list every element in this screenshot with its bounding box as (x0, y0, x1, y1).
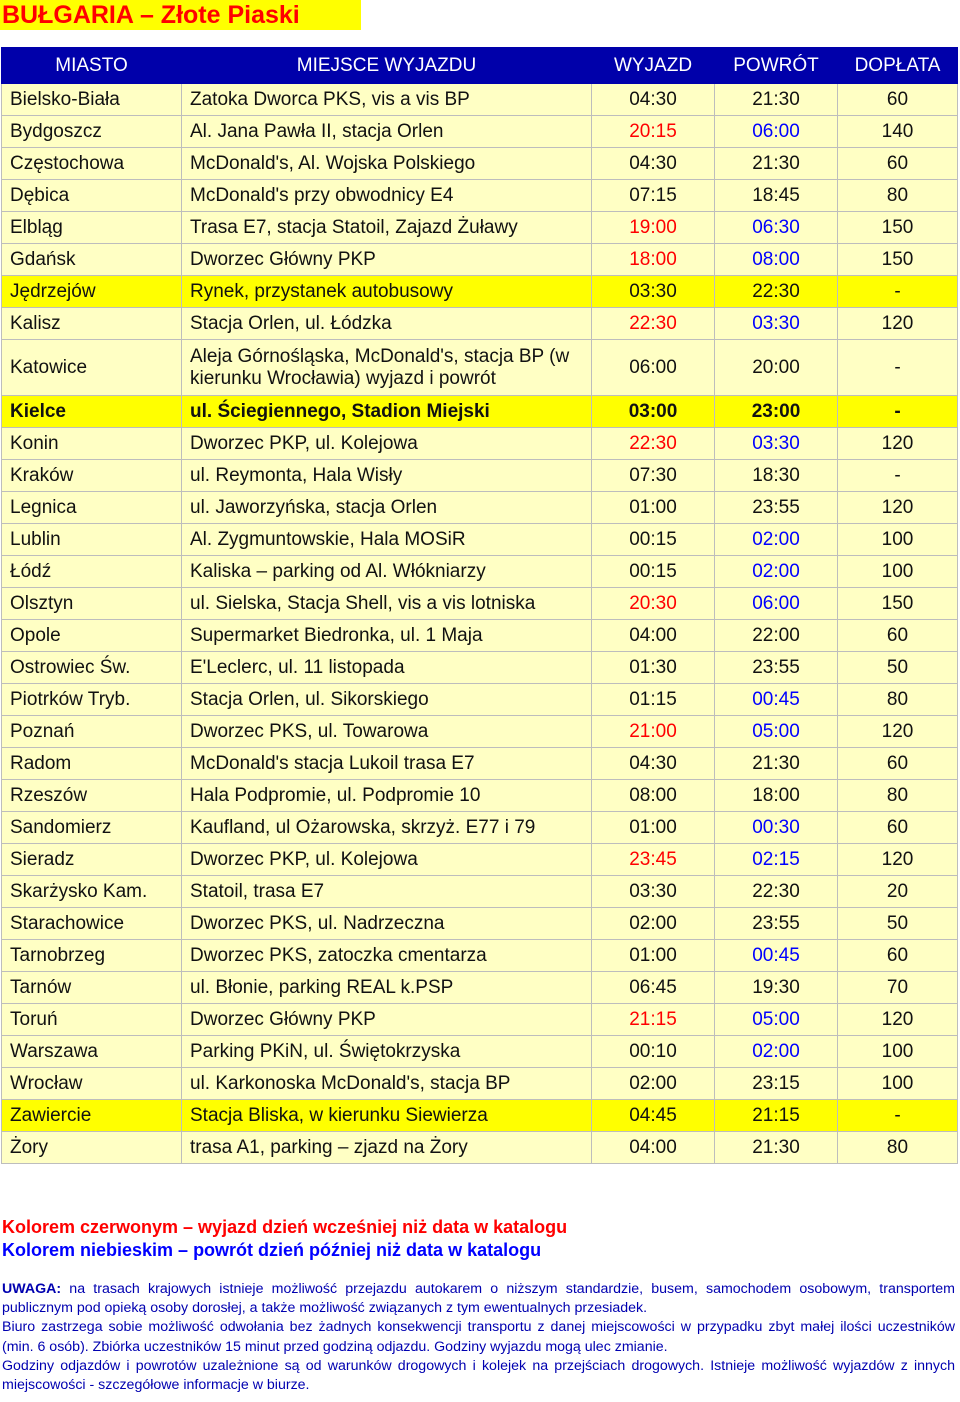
table-row (2, 1100, 958, 1132)
cell-city: Starachowice (2, 908, 182, 940)
note-cancellation: Biuro zastrzega sobie możliwość odwołania bez żadnych konsekwencji transportu z danej miejscowości w przypadku zbyt małej ilości uczestników (min. 6 osób). Zbiórka uczestników 15 minut przed godziną odjazdu. Godziny wyjazdu mogą ulec zmianie. (2, 1319, 955, 1355)
cell-surcharge: 120 (838, 492, 958, 524)
cell-departure-place: ul. Reymonta, Hala Wisły (182, 460, 592, 492)
cell-departure-place: McDonald's, Al. Wojska Polskiego (182, 148, 592, 180)
cell-return-time: 18:30 (715, 460, 838, 492)
cell-return-time: 21:15 (715, 1100, 838, 1132)
cell-departure-time: 00:15 (592, 524, 715, 556)
cell-surcharge: 100 (838, 1068, 958, 1100)
cell-departure-place: Kaufland, ul Ożarowska, skrzyż. E77 i 79 (182, 812, 592, 844)
cell-surcharge: 50 (838, 908, 958, 940)
cell-return-time: 23:55 (715, 652, 838, 684)
cell-departure-time: 21:00 (592, 716, 715, 748)
cell-city: Łódź (2, 556, 182, 588)
cell-return-time: 05:00 (715, 1004, 838, 1036)
cell-departure-place: ul. Ściegiennego, Stadion Miejski (182, 396, 592, 428)
table-row (2, 116, 958, 148)
cell-departure-place: Zatoka Dworca PKS, vis a vis BP (182, 84, 592, 116)
cell-departure-place: Stacja Bliska, w kierunku Siewierza (182, 1100, 592, 1132)
cell-city: Ostrowiec Św. (2, 652, 182, 684)
cell-departure-place: Dworzec PKP, ul. Kolejowa (182, 844, 592, 876)
table-row (2, 556, 958, 588)
cell-return-time: 18:45 (715, 180, 838, 212)
cell-departure-place: Dworzec PKS, zatoczka cmentarza (182, 940, 592, 972)
cell-city: Wrocław (2, 1068, 182, 1100)
cell-return-time: 06:30 (715, 212, 838, 244)
cell-departure-time: 04:00 (592, 1132, 715, 1164)
cell-city: Rzeszów (2, 780, 182, 812)
table-row (2, 684, 958, 716)
cell-city: Skarżysko Kam. (2, 876, 182, 908)
color-legend (2, 1216, 567, 1262)
cell-return-time: 22:00 (715, 620, 838, 652)
cell-surcharge: - (838, 460, 958, 492)
table-row (2, 876, 958, 908)
cell-return-time: 21:30 (715, 148, 838, 180)
cell-departure-place: ul. Sielska, Stacja Shell, vis a vis lotniska (182, 588, 592, 620)
table-header-row (2, 48, 958, 84)
cell-departure-time: 04:00 (592, 620, 715, 652)
table-body (2, 84, 958, 1164)
table-row (2, 460, 958, 492)
cell-departure-time: 02:00 (592, 908, 715, 940)
cell-return-time: 00:45 (715, 684, 838, 716)
cell-return-time: 02:00 (715, 556, 838, 588)
note-timing: Godziny odjazdów i powrotów uzależnione są od warunków drogowych i kolejek na przejściach drogowych. Istnieje możliwość wyjazdów z innych miejscowości - szczegółowe informacje w biurze. (2, 1357, 955, 1394)
cell-departure-time: 06:45 (592, 972, 715, 1004)
cell-return-time: 23:55 (715, 908, 838, 940)
cell-city: Toruń (2, 1004, 182, 1036)
cell-departure-time: 01:15 (592, 684, 715, 716)
table-row (2, 276, 958, 308)
header-return-time: POWRÓT (715, 48, 838, 84)
cell-departure-place: ul. Karkonoska McDonald's, stacja BP (182, 1068, 592, 1100)
cell-departure-time: 20:15 (592, 116, 715, 148)
cell-departure-place: Trasa E7, stacja Statoil, Zajazd Żuławy (182, 212, 592, 244)
table-row (2, 1036, 958, 1068)
cell-surcharge: 60 (838, 620, 958, 652)
cell-surcharge: 60 (838, 748, 958, 780)
cell-departure-time: 22:30 (592, 428, 715, 460)
cell-return-time: 22:30 (715, 876, 838, 908)
table-row (2, 812, 958, 844)
cell-surcharge: 80 (838, 780, 958, 812)
cell-return-time: 23:00 (715, 396, 838, 428)
note-warning (2, 1280, 955, 1318)
cell-departure-place: Dworzec PKS, ul. Nadrzeczna (182, 908, 592, 940)
table-row (2, 716, 958, 748)
cell-departure-time: 20:30 (592, 588, 715, 620)
cell-departure-place: Dworzec PKS, ul. Towarowa (182, 716, 592, 748)
cell-city: Sieradz (2, 844, 182, 876)
cell-city: Opole (2, 620, 182, 652)
cell-surcharge: 120 (838, 308, 958, 340)
cell-departure-place: ul. Jaworzyńska, stacja Orlen (182, 492, 592, 524)
cell-surcharge: 80 (838, 684, 958, 716)
cell-city: Kraków (2, 460, 182, 492)
header-surcharge: DOPŁATA (838, 48, 958, 84)
cell-return-time: 05:00 (715, 716, 838, 748)
cell-city: Gdańsk (2, 244, 182, 276)
cell-departure-time: 07:30 (592, 460, 715, 492)
table-row (2, 180, 958, 212)
cell-return-time: 06:00 (715, 116, 838, 148)
cell-departure-time: 21:15 (592, 1004, 715, 1036)
cell-return-time: 00:30 (715, 812, 838, 844)
legend-blue: Kolorem niebieskim – powrót dzień później niż data w katalogu (2, 1240, 542, 1260)
cell-departure-place: Aleja Górnośląska, McDonald's, stacja BP (w kierunku Wrocławia) wyjazd i powrót (182, 340, 592, 396)
table-row (2, 620, 958, 652)
table-row (2, 212, 958, 244)
table-row (2, 524, 958, 556)
cell-departure-time: 00:15 (592, 556, 715, 588)
cell-surcharge: 80 (838, 1132, 958, 1164)
cell-city: Bielsko-Biała (2, 84, 182, 116)
cell-departure-time: 00:10 (592, 1036, 715, 1068)
cell-surcharge: - (838, 276, 958, 308)
cell-departure-time: 01:00 (592, 940, 715, 972)
table-row (2, 972, 958, 1004)
cell-surcharge: 120 (838, 1004, 958, 1036)
cell-departure-time: 18:00 (592, 244, 715, 276)
cell-city: Piotrków Tryb. (2, 684, 182, 716)
cell-surcharge: 60 (838, 812, 958, 844)
cell-surcharge: 120 (838, 428, 958, 460)
cell-departure-time: 06:00 (592, 340, 715, 396)
cell-city: Radom (2, 748, 182, 780)
cell-return-time: 21:30 (715, 84, 838, 116)
cell-city: Dębica (2, 180, 182, 212)
cell-departure-time: 22:30 (592, 308, 715, 340)
cell-departure-place: E'Leclerc, ul. 11 listopada (182, 652, 592, 684)
cell-departure-time: 23:45 (592, 844, 715, 876)
cell-return-time: 22:30 (715, 276, 838, 308)
table-row (2, 1068, 958, 1100)
cell-return-time: 21:30 (715, 748, 838, 780)
cell-city: Sandomierz (2, 812, 182, 844)
table-row (2, 428, 958, 460)
cell-city: Jędrzejów (2, 276, 182, 308)
header-departure-place: MIEJSCE WYJAZDU (182, 48, 592, 84)
cell-return-time: 23:55 (715, 492, 838, 524)
cell-surcharge: 120 (838, 844, 958, 876)
cell-departure-time: 04:30 (592, 148, 715, 180)
cell-departure-time: 04:30 (592, 748, 715, 780)
cell-return-time: 03:30 (715, 308, 838, 340)
cell-city: Warszawa (2, 1036, 182, 1068)
cell-departure-place: Al. Jana Pawła II, stacja Orlen (182, 116, 592, 148)
cell-surcharge: - (838, 1100, 958, 1132)
table-row (2, 340, 958, 396)
cell-departure-time: 04:30 (592, 84, 715, 116)
cell-surcharge: 50 (838, 652, 958, 684)
cell-departure-place: Kaliska – parking od Al. Włókniarzy (182, 556, 592, 588)
cell-departure-place: Supermarket Biedronka, ul. 1 Maja (182, 620, 592, 652)
cell-city: Tarnów (2, 972, 182, 1004)
cell-surcharge: - (838, 340, 958, 396)
table-row (2, 940, 958, 972)
cell-departure-place: Dworzec Główny PKP (182, 244, 592, 276)
cell-departure-place: Rynek, przystanek autobusowy (182, 276, 592, 308)
cell-departure-time: 03:00 (592, 396, 715, 428)
cell-departure-place: Stacja Orlen, ul. Łódzka (182, 308, 592, 340)
cell-return-time: 08:00 (715, 244, 838, 276)
cell-departure-time: 19:00 (592, 212, 715, 244)
cell-departure-place: ul. Błonie, parking REAL k.PSP (182, 972, 592, 1004)
cell-departure-time: 08:00 (592, 780, 715, 812)
cell-city: Poznań (2, 716, 182, 748)
cell-departure-place: McDonald's przy obwodnicy E4 (182, 180, 592, 212)
table-row (2, 844, 958, 876)
cell-surcharge: 150 (838, 244, 958, 276)
cell-surcharge: 150 (838, 212, 958, 244)
cell-departure-time: 03:30 (592, 876, 715, 908)
cell-departure-time: 01:00 (592, 492, 715, 524)
cell-return-time: 00:45 (715, 940, 838, 972)
cell-surcharge: 140 (838, 116, 958, 148)
table-row (2, 780, 958, 812)
cell-return-time: 02:00 (715, 1036, 838, 1068)
header-departure-time: WYJAZD (592, 48, 715, 84)
cell-city: Kielce (2, 396, 182, 428)
cell-departure-place: Stacja Orlen, ul. Sikorskiego (182, 684, 592, 716)
cell-departure-time: 07:15 (592, 180, 715, 212)
cell-city: Elbląg (2, 212, 182, 244)
cell-surcharge: 20 (838, 876, 958, 908)
cell-departure-place: Statoil, trasa E7 (182, 876, 592, 908)
cell-city: Bydgoszcz (2, 116, 182, 148)
warning-label: UWAGA: (2, 1281, 62, 1297)
cell-departure-time: 03:30 (592, 276, 715, 308)
cell-surcharge: 150 (838, 588, 958, 620)
cell-city: Olsztyn (2, 588, 182, 620)
cell-city: Legnica (2, 492, 182, 524)
cell-return-time: 02:15 (715, 844, 838, 876)
cell-city: Kalisz (2, 308, 182, 340)
table-row (2, 84, 958, 116)
cell-return-time: 21:30 (715, 1132, 838, 1164)
cell-surcharge: 100 (838, 1036, 958, 1068)
cell-city: Konin (2, 428, 182, 460)
cell-departure-time: 01:30 (592, 652, 715, 684)
table-row (2, 492, 958, 524)
cell-return-time: 18:00 (715, 780, 838, 812)
cell-departure-place: Dworzec PKP, ul. Kolejowa (182, 428, 592, 460)
table-row (2, 148, 958, 180)
table-row (2, 1132, 958, 1164)
cell-return-time: 02:00 (715, 524, 838, 556)
table-row (2, 652, 958, 684)
cell-departure-time: 04:45 (592, 1100, 715, 1132)
notes (2, 1280, 955, 1395)
table-row (2, 748, 958, 780)
header-city: MIASTO (2, 48, 182, 84)
warning-text: na trasach krajowych istnieje możliwość przejazdu autokarem o niższym standardzie, busem, samochodem osobowym, transportem publicznym pod opieką osoby dorosłej, a także możliwość związanych z tym ewentualnych przesiadek. (2, 1281, 955, 1317)
cell-city: Tarnobrzeg (2, 940, 182, 972)
cell-city: Lublin (2, 524, 182, 556)
cell-city: Zawiercie (2, 1100, 182, 1132)
cell-departure-place: McDonald's stacja Lukoil trasa E7 (182, 748, 592, 780)
cell-departure-place: Parking PKiN, ul. Świętokrzyska (182, 1036, 592, 1068)
cell-return-time: 03:30 (715, 428, 838, 460)
page-title: BUŁGARIA – Złote Piaski (0, 0, 361, 30)
cell-departure-time: 01:00 (592, 812, 715, 844)
cell-surcharge: 60 (838, 148, 958, 180)
cell-city: Żory (2, 1132, 182, 1164)
cell-city: Częstochowa (2, 148, 182, 180)
cell-surcharge: 100 (838, 524, 958, 556)
cell-surcharge: 60 (838, 940, 958, 972)
cell-departure-time: 02:00 (592, 1068, 715, 1100)
cell-surcharge: 100 (838, 556, 958, 588)
cell-surcharge: 120 (838, 716, 958, 748)
cell-city: Katowice (2, 340, 182, 396)
cell-surcharge: 60 (838, 84, 958, 116)
cell-departure-place: Dworzec Główny PKP (182, 1004, 592, 1036)
cell-return-time: 06:00 (715, 588, 838, 620)
cell-return-time: 20:00 (715, 340, 838, 396)
table-row (2, 244, 958, 276)
cell-return-time: 19:30 (715, 972, 838, 1004)
cell-surcharge: - (838, 396, 958, 428)
cell-departure-place: Al. Zygmuntowskie, Hala MOSiR (182, 524, 592, 556)
table-row (2, 908, 958, 940)
table-row (2, 588, 958, 620)
cell-surcharge: 80 (838, 180, 958, 212)
cell-departure-place: Hala Podpromie, ul. Podpromie 10 (182, 780, 592, 812)
cell-return-time: 23:15 (715, 1068, 838, 1100)
departure-schedule-table (1, 47, 958, 1164)
legend-red: Kolorem czerwonym – wyjazd dzień wcześniej niż data w katalogu (2, 1217, 568, 1237)
cell-surcharge: 70 (838, 972, 958, 1004)
table-row (2, 396, 958, 428)
table-row (2, 308, 958, 340)
cell-departure-place: trasa A1, parking – zjazd na Żory (182, 1132, 592, 1164)
table-row (2, 1004, 958, 1036)
